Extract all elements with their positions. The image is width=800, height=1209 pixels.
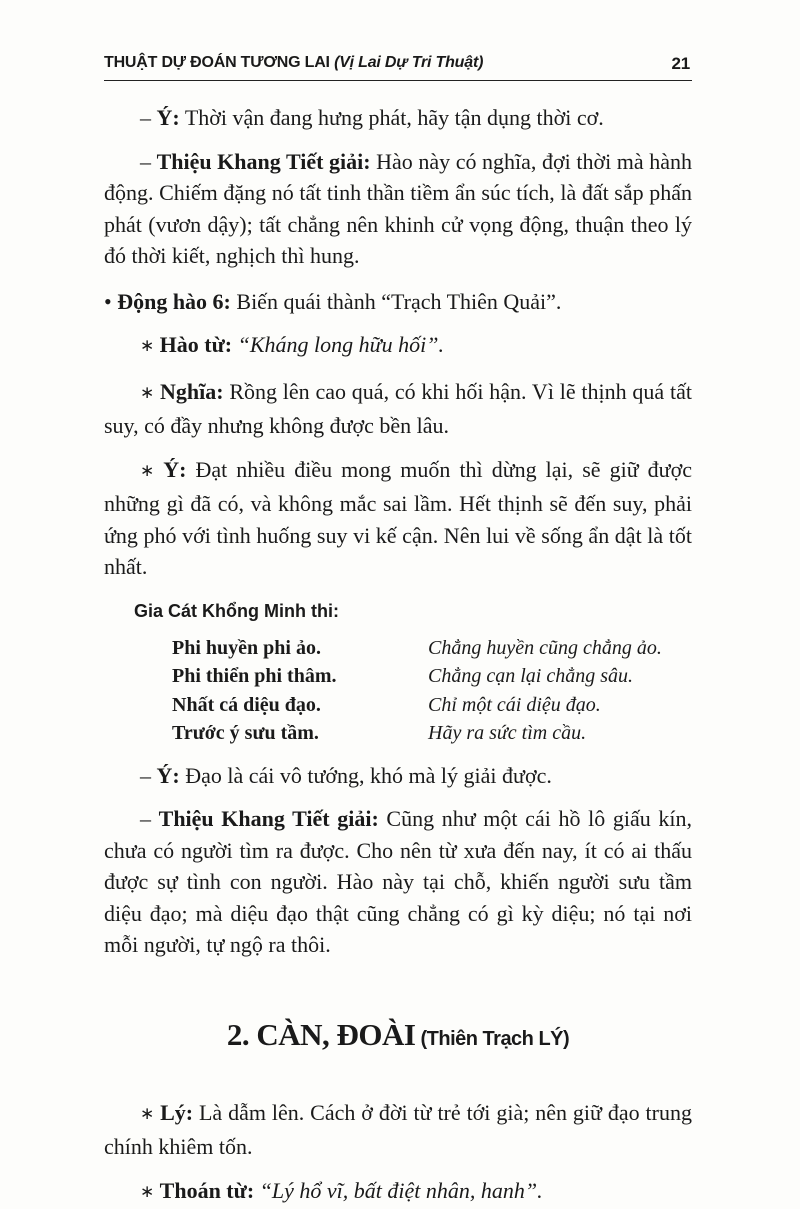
- paragraph-nghia: ∗ Nghĩa: Rồng lên cao quá, có khi hối hận. Vì lẽ thịnh quá tất suy, có đầy nhưng không được bền lâu.: [104, 376, 692, 442]
- book-title: THUẬT DỰ ĐOÁN TƯƠNG LAI (Vị Lai Dự Tri Thuật): [104, 54, 483, 72]
- label: Ý:: [163, 457, 186, 482]
- asterisk-icon: ∗: [140, 1182, 160, 1202]
- poem-heading: Gia Cát Khổng Minh thi:: [134, 598, 692, 624]
- asterisk-icon: ∗: [140, 1104, 160, 1124]
- chapter-subtitle: (Thiên Trạch LÝ): [415, 1028, 569, 1050]
- poem-line: Phi thiển phi thâm. Chẳng cạn lại chẳng sâu.: [172, 662, 692, 691]
- paragraph-dong-hao: • Động hào 6: Biến quái thành “Trạch Thiên Quải”.: [104, 286, 692, 318]
- page-body: [104, 102, 692, 1209]
- running-header: [104, 50, 692, 81]
- asterisk-icon: ∗: [140, 336, 160, 356]
- paragraph-thoan-tu: ∗ Thoán từ: “Lý hổ vĩ, bất điệt nhân, hanh”.: [104, 1175, 692, 1209]
- label: Ý:: [157, 105, 180, 130]
- asterisk-icon: ∗: [140, 383, 160, 403]
- poem-line: Trước ý sưu tầm. Hãy ra sức tìm cầu.: [172, 719, 692, 748]
- label: Động hào 6:: [117, 289, 231, 314]
- poem: [172, 634, 692, 748]
- poem-line: Nhất cá diệu đạo. Chỉ một cái diệu đạo.: [172, 691, 692, 720]
- label: Hào từ:: [160, 332, 232, 357]
- label: Thoán từ:: [160, 1178, 255, 1203]
- asterisk-icon: ∗: [140, 461, 163, 481]
- paragraph-hao-tu: ∗ Hào từ: “Kháng long hữu hối”.: [104, 329, 692, 364]
- label: Lý:: [160, 1100, 193, 1125]
- label: Thiệu Khang Tiết giải:: [159, 806, 379, 831]
- book-subtitle: (Vị Lai Dự Tri Thuật): [334, 54, 483, 71]
- paragraph-y: – Ý: Thời vận đang hưng phát, hãy tận dụng thời cơ.: [104, 102, 692, 134]
- paragraph-ly: ∗ Lý: Là dẫm lên. Cách ở đời từ trẻ tới già; nên giữ đạo trung chính khiêm tốn.: [104, 1097, 692, 1163]
- label: Ý:: [157, 763, 180, 788]
- paragraph-thieu-khang-tiet-2: – Thiệu Khang Tiết giải: Cũng như một cái hồ lô giấu kín, chưa có người tìm ra được. Cho nên từ xưa đến nay, ít có ai thấu được sự tình con người. Hào này tại chỗ, khiến người sưu tầm diệu đạo; mà diệu đạo thật cũng chẳng có gì kỳ diệu; nó tại nơi mỗi người, tự ngộ ra thôi.: [104, 803, 692, 961]
- chapter-heading: 2. CÀN, ĐOÀI (Thiên Trạch LÝ): [104, 1015, 692, 1059]
- page-number: 21: [671, 54, 690, 74]
- paragraph-y-3: – Ý: Đạo là cái vô tướng, khó mà lý giải được.: [104, 760, 692, 792]
- paragraph-y-2: ∗ Ý: Đạt nhiều điều mong muốn thì dừng lại, sẽ giữ được những gì đã có, và không mắc sai lầm. Hết thịnh sẽ đến suy, phải ứng phó với tình huống suy vi kế cận. Nên lui về sống ẩn dật là tốt nhất.: [104, 454, 692, 583]
- label: Nghĩa:: [160, 379, 224, 404]
- label: Thiệu Khang Tiết giải:: [157, 149, 371, 174]
- poem-line: Phi huyền phi ảo. Chẳng huyền cũng chẳng ảo.: [172, 634, 692, 663]
- paragraph-thieu-khang-tiet: – Thiệu Khang Tiết giải: Hào này có nghĩa, đợi thời mà hành động. Chiếm đặng nó tất tinh thần tiềm ẩn súc tích, là đất sắp phấn phát (vươn dậy); tất chẳng nên khinh cử vọng động, thuận theo lý đó thời kiết, nghịch thì hung.: [104, 146, 692, 272]
